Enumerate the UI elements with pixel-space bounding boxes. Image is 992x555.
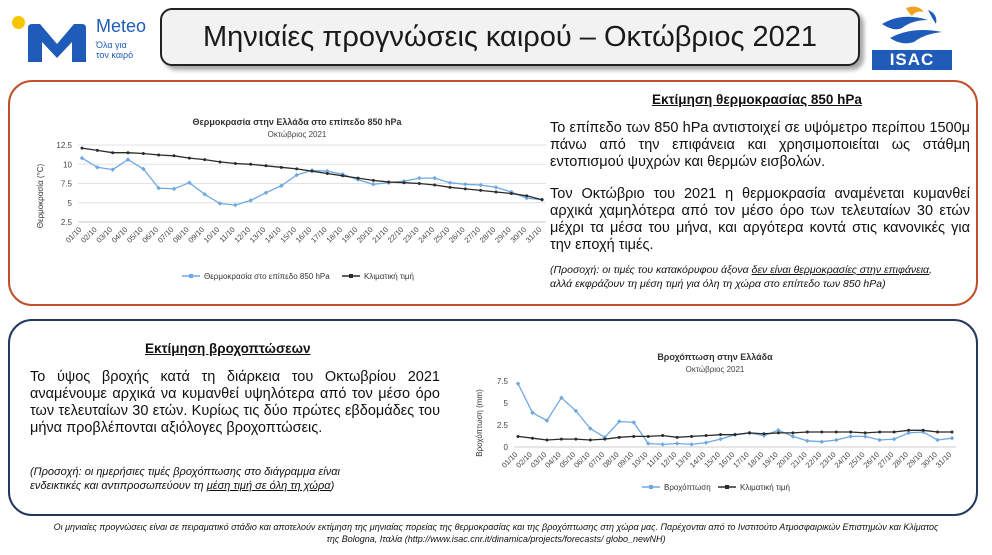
- temp-point-climate: [341, 174, 344, 177]
- temp-x-tick-label: 18/10: [324, 225, 345, 245]
- rain-point-climate: [806, 431, 809, 434]
- rain-point-climate: [835, 431, 838, 434]
- rain-point-climate: [676, 436, 679, 439]
- precipitation-heading: Εκτίμηση βροχοπτώσεων: [145, 341, 311, 356]
- temperature-chart: [32, 104, 562, 282]
- temp-point-climate: [326, 172, 329, 175]
- footer-disclaimer: [10, 521, 982, 545]
- rain-x-tick-label: 28/10: [890, 450, 911, 470]
- temp-point-climate: [173, 154, 176, 157]
- rain-x-tick-label: 30/10: [919, 450, 939, 470]
- rain-legend-forecast: Βροχόπτωση: [664, 483, 711, 492]
- rain-y-axis-label: Βροχόπτωση (mm): [475, 389, 484, 457]
- meteo-logo[interactable]: [8, 8, 148, 68]
- temp-x-tick-label: 07/10: [155, 225, 176, 245]
- temp-point-climate: [142, 152, 145, 155]
- rain-point-climate: [531, 437, 534, 440]
- precip-note-suffix: ): [330, 480, 335, 492]
- temp-point-climate: [249, 163, 252, 166]
- temp-x-tick-label: 09/10: [186, 225, 207, 245]
- temp-point-climate: [464, 187, 467, 190]
- temp-point-climate: [265, 164, 268, 167]
- temp-point-climate: [372, 179, 375, 182]
- temp-x-tick-label: 29/10: [493, 225, 513, 245]
- rain-x-tick-label: 19/10: [760, 450, 780, 470]
- temp-point-climate: [234, 162, 237, 165]
- temp-y-tick-label: 5: [67, 198, 72, 208]
- rain-x-tick-label: 14/10: [687, 450, 708, 470]
- rain-point-climate: [748, 431, 751, 434]
- temp-point-climate: [81, 147, 84, 150]
- temp-x-tick-label: 24/10: [416, 225, 437, 245]
- temperature-note: [550, 263, 970, 291]
- precip-note-prefix: ενδεικτικές και αντιπροσωπεύουν τη: [30, 480, 207, 492]
- rain-x-tick-label: 25/10: [846, 450, 867, 470]
- rain-x-tick-label: 02/10: [514, 450, 534, 470]
- temp-point-climate: [541, 198, 544, 201]
- rain-x-tick-label: 24/10: [832, 450, 853, 470]
- temp-point-climate: [495, 190, 498, 193]
- rain-point-climate: [762, 432, 765, 435]
- rain-x-tick-label: 07/10: [586, 450, 607, 470]
- temp-x-tick-label: 08/10: [171, 225, 191, 245]
- meteo-m-icon: [26, 22, 88, 64]
- temp-point-climate: [127, 151, 130, 154]
- temp-x-tick-label: 16/10: [293, 225, 314, 245]
- rain-point-climate: [878, 431, 881, 434]
- temp-y-axis-label: Θερμοκρασία (°C): [36, 163, 45, 229]
- temp-x-tick-label: 27/10: [462, 225, 483, 245]
- temperature-para2: Τον Οκτώβριο του 2021 η θερμοκρασία αναμένεται κυμανθεί αρχικά χαμηλότερα από τον μέσο όρο των τελευταίων 30 ετών μέχρι τα μέσα του μήνα, και αργότερα κοντά στις κανονικές για την εποχή τιμές.: [550, 186, 970, 253]
- temp-point-climate: [96, 149, 99, 152]
- temp-note-prefix: (Προσοχή: οι τιμές του κατακόρυφου άξονα: [550, 264, 752, 276]
- precipitation-panel: [8, 319, 978, 516]
- rain-x-tick-label: 03/10: [528, 450, 549, 470]
- rain-x-tick-label: 29/10: [904, 450, 925, 470]
- temp-x-tick-label: 04/10: [109, 225, 130, 245]
- temp-point-climate: [479, 189, 482, 192]
- temp-x-tick-label: 19/10: [339, 225, 360, 245]
- rain-point-climate: [589, 438, 592, 441]
- rain-point-climate: [907, 429, 910, 432]
- rain-x-tick-label: 08/10: [601, 450, 621, 470]
- temp-x-tick-label: 23/10: [401, 225, 421, 245]
- rain-point-climate: [690, 435, 693, 438]
- temp-point-climate: [111, 151, 114, 154]
- temp-note-suffix: ,: [929, 264, 932, 276]
- rain-point-climate: [951, 431, 954, 434]
- temp-x-tick-label: 14/10: [263, 225, 283, 245]
- rain-x-tick-label: 17/10: [731, 450, 751, 470]
- temp-point-climate: [357, 177, 360, 180]
- isac-label: ISAC: [872, 50, 952, 70]
- footer-line1: Οι μηνιαίες προγνώσεις είναι σε πειραματικό στάδιο και αποτελούν εκτίμηση της μηνιαίας πορείας της θερμοκρασίας και της βροχόπτωσης στη χώρα μας. Παρέχονται από το Ινστιτούτο Ατμοσφαιρικών Επιστημών και Κλίματος: [53, 522, 939, 532]
- temp-point-climate: [188, 157, 191, 160]
- rain-point-climate: [545, 438, 548, 441]
- temp-note-underlined: δεν είναι θερμοκρασίες στην επιφάνεια: [751, 264, 930, 276]
- rain-x-tick-label: 05/10: [557, 450, 578, 470]
- temp-y-tick-label: 12.5: [56, 141, 72, 150]
- rain-point-climate: [705, 434, 708, 437]
- rain-x-tick-label: 04/10: [543, 450, 563, 470]
- isac-wave-icon: [872, 4, 956, 52]
- temp-point-climate: [219, 160, 222, 163]
- rain-x-tick-label: 10/10: [629, 450, 650, 470]
- temp-x-tick-label: 21/10: [370, 225, 391, 245]
- temp-legend-forecast: Θερμοκρασία στο επίπεδο 850 hPa: [204, 272, 330, 281]
- rain-x-tick-label: 09/10: [615, 450, 636, 470]
- temp-x-tick-label: 28/10: [477, 225, 498, 245]
- temp-x-tick-label: 15/10: [278, 225, 299, 245]
- temp-y-tick-label: 2.5: [60, 218, 72, 227]
- temp-point-climate: [311, 170, 314, 173]
- page-title: Μηνιαίες προγνώσεις καιρού – Οκτώβριος 2021: [160, 8, 860, 66]
- rain-point-climate: [647, 435, 650, 438]
- rain-x-tick-label: 06/10: [572, 450, 592, 470]
- meteo-brand: Meteo: [96, 16, 147, 36]
- temp-point-climate: [387, 180, 390, 183]
- rain-x-tick-label: 18/10: [745, 450, 766, 470]
- rain-chart-title: Βροχόπτωση στην Ελλάδα: [657, 352, 773, 362]
- precipitation-chart: [470, 343, 970, 495]
- footer-line2: της Bologna, Ιταλία (http://www.isac.cnr.it/dinamica/projects/forecasts/ globo_newNH): [326, 534, 666, 544]
- rain-point-climate: [849, 431, 852, 434]
- temp-x-tick-label: 06/10: [140, 225, 161, 245]
- precip-note-underlined: μέση τιμή σε όλη τη χώρα: [206, 480, 331, 492]
- temp-x-tick-label: 12/10: [232, 225, 253, 245]
- rain-x-tick-label: 23/10: [818, 450, 838, 470]
- temp-y-tick-label: 10: [63, 160, 72, 170]
- precip-note-line1: (Προσοχή: οι ημερήσιες τιμές βροχόπτωσης στο διάγραμμα είναι: [30, 466, 340, 478]
- isac-logo[interactable]: [872, 4, 956, 70]
- temp-x-tick-label: 31/10: [523, 225, 544, 245]
- temp-legend-climate: Κλιματική τιμή: [364, 272, 414, 281]
- temp-x-tick-label: 01/10: [63, 225, 84, 245]
- temp-chart-subtitle: Οκτώβριος 2021: [267, 130, 327, 139]
- rain-x-tick-label: 16/10: [716, 450, 737, 470]
- temp-legend: [182, 272, 414, 281]
- precipitation-note: [30, 465, 450, 493]
- temp-y-tick-label: 7.5: [60, 179, 72, 189]
- temp-x-tick-label: 17/10: [309, 225, 329, 245]
- temp-x-tick-label: 22/10: [385, 225, 406, 245]
- rain-point-climate: [791, 431, 794, 434]
- temp-point-climate: [525, 194, 528, 197]
- temp-x-tick-label: 02/10: [79, 225, 99, 245]
- rain-point-climate: [517, 435, 520, 438]
- rain-x-tick-label: 20/10: [774, 450, 795, 470]
- temp-x-tick-label: 30/10: [508, 225, 529, 245]
- rain-chart-subtitle: Οκτώβριος 2021: [685, 365, 745, 374]
- rain-x-tick-label: 13/10: [673, 450, 694, 470]
- temp-x-tick-label: 25/10: [431, 225, 452, 245]
- temperature-para1: Το επίπεδο των 850 hPa αντιστοιχεί σε υψόμετρο περίπου 1500μ πάνω από την επιφάνεια και χρησιμοποιείται ως στάθμη εντοπισμού ψυχρών και θερμών εισβολών.: [550, 120, 970, 170]
- temp-x-tick-label: 10/10: [201, 225, 222, 245]
- rain-x-tick-label: 01/10: [499, 450, 520, 470]
- rain-y-tick-label: 7.5: [496, 377, 508, 386]
- rain-x-tick-label: 11/10: [644, 450, 665, 470]
- rain-x-tick-label: 15/10: [702, 450, 722, 470]
- temp-point-climate: [295, 167, 298, 170]
- temp-point-climate: [280, 166, 283, 169]
- rain-point-climate: [936, 431, 939, 434]
- rain-legend-climate: Κλιματική τιμή: [740, 483, 790, 492]
- rain-point-climate: [864, 431, 867, 434]
- temp-point-climate: [449, 186, 452, 189]
- rain-point-climate: [618, 436, 621, 439]
- temp-point-climate: [157, 154, 160, 157]
- temp-x-tick-label: 13/10: [247, 225, 268, 245]
- rain-point-climate: [777, 431, 780, 434]
- rain-x-tick-label: 12/10: [658, 450, 679, 470]
- rain-point-climate: [603, 438, 606, 441]
- rain-point-climate: [820, 431, 823, 434]
- temp-point-climate: [203, 158, 206, 161]
- temp-point-climate: [433, 184, 436, 187]
- rain-point-climate: [632, 435, 635, 438]
- rain-x-tick-label: 27/10: [875, 450, 896, 470]
- rain-x-tick-label: 26/10: [861, 450, 882, 470]
- logo-dot-icon: [12, 16, 25, 29]
- temperature-heading: Εκτίμηση θερμοκρασίας 850 hPa: [652, 92, 862, 107]
- rain-point-climate: [574, 438, 577, 441]
- tagline-line2: τον καιρό: [96, 50, 134, 60]
- temp-chart-title: Θερμοκρασία στην Ελλάδα στο επίπεδο 850 hPa: [192, 117, 402, 127]
- rain-point-climate: [560, 438, 563, 441]
- rain-point-climate: [661, 434, 664, 437]
- rain-x-tick-label: 31/10: [933, 450, 954, 470]
- temp-x-tick-label: 20/10: [355, 225, 375, 245]
- temp-note-line2: αλλά εκφράζουν τη μέση τιμή για όλη τη χώρα στο επίπεδο των 850 hPa): [550, 278, 886, 290]
- rain-point-climate: [922, 429, 925, 432]
- rain-point-climate: [893, 431, 896, 434]
- rain-y-tick-label: 2.5: [496, 421, 508, 430]
- precipitation-para: Το ύψος βροχής κατά τη διάρκεια του Οκτωβρίου 2021 αναμένουμε αρχικά να κυμανθεί υψηλότερα από τον μέσο όρο των τελευταίων 30 ετών. Κυρίως τις δύο πρώτες εβδομάδες του μήνα προβλέπονται αξιόλογες βροχοπτώσεις.: [30, 369, 440, 436]
- rain-y-tick-label: 5: [503, 399, 508, 408]
- meteo-tagline: [96, 40, 133, 60]
- temperature-panel: [8, 80, 978, 306]
- temp-point-climate: [403, 181, 406, 184]
- tagline-line1: Όλα για: [96, 40, 127, 50]
- temp-point-climate: [510, 192, 513, 195]
- rain-x-tick-label: 21/10: [789, 450, 809, 470]
- rain-x-tick-label: 22/10: [803, 450, 824, 470]
- rain-point-climate: [719, 433, 722, 436]
- temp-x-tick-label: 11/10: [217, 225, 237, 245]
- rain-point-climate: [734, 433, 737, 436]
- temp-x-tick-label: 26/10: [447, 225, 467, 245]
- temp-x-tick-label: 05/10: [125, 225, 145, 245]
- temp-point-climate: [418, 182, 421, 185]
- temp-x-tick-label: 03/10: [94, 225, 115, 245]
- rain-y-tick-label: 0: [503, 443, 508, 452]
